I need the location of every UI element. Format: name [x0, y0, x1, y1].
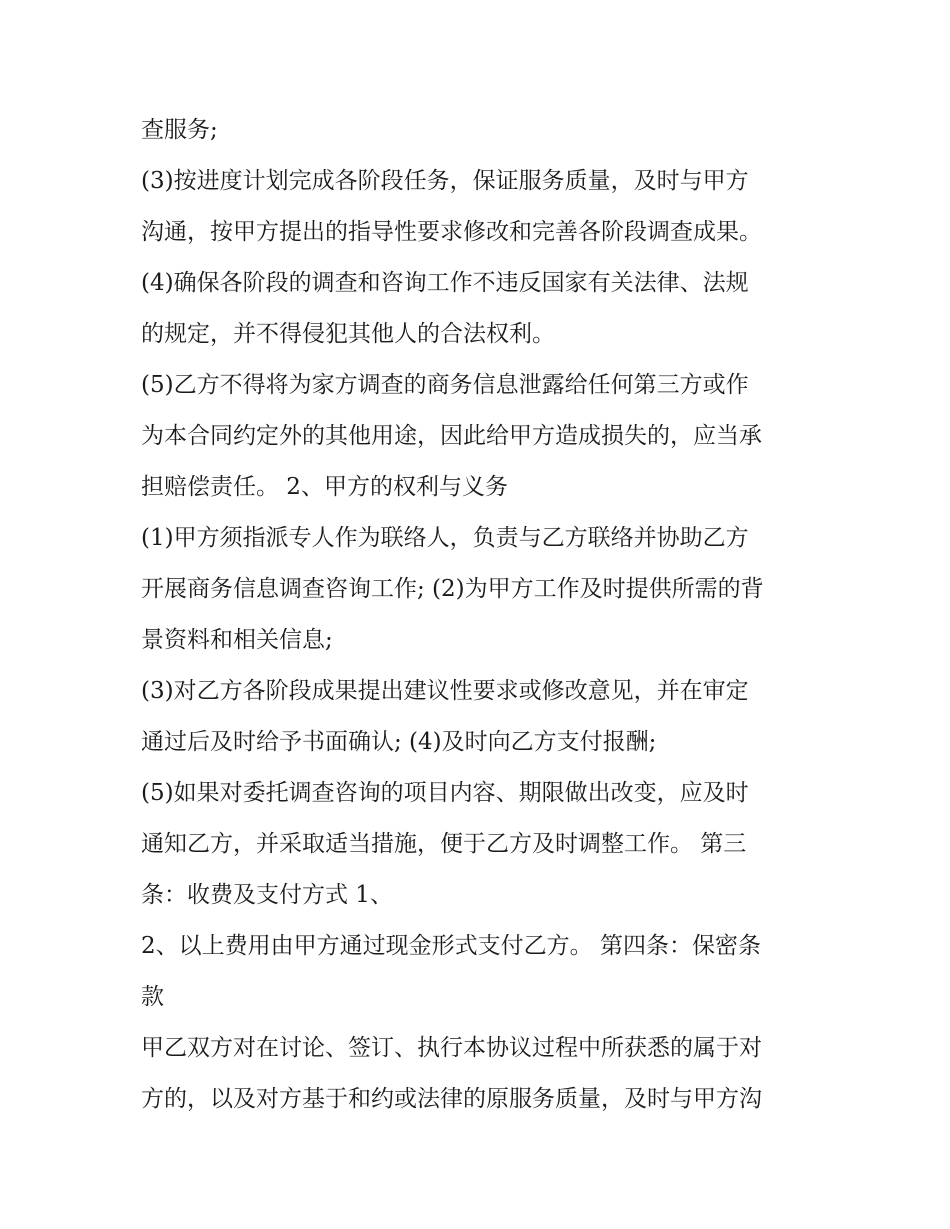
- text-line: 甲乙双方对在讨论、签订、执行本协议过程中所获悉的属于对: [141, 1035, 762, 1061]
- text-line: 条：收费及支付方式 1、: [141, 882, 393, 908]
- text-line: (1)甲方须指派专人作为联络人，负责与乙方联络并协助乙方: [141, 525, 749, 551]
- text-line: (5)如果对委托调查咨询的项目内容、期限做出改变，应及时: [141, 780, 749, 806]
- text-line: 担赔偿责任。 2、甲方的权利与义务: [141, 474, 508, 500]
- text-line: 查服务;: [141, 117, 218, 143]
- text-line: 款: [141, 984, 164, 1010]
- text-line: (5)乙方不得将为家方调查的商务信息泄露给任何第三方或作: [141, 372, 749, 398]
- text-line: 通知乙方，并采取适当措施，便于乙方及时调整工作。 第三: [141, 831, 747, 857]
- text-line: 为本合同约定外的其他用途，因此给甲方造成损失的，应当承: [141, 423, 762, 449]
- text-line: 沟通，按甲方提出的指导性要求修改和完善各阶段调查成果。: [141, 219, 762, 245]
- text-line: 通过后及时给予书面确认; (4)及时向乙方支付报酬;: [141, 729, 657, 755]
- text-line: 的规定，并不得侵犯其他人的合法权利。: [141, 321, 555, 347]
- text-line: (3)按进度计划完成各阶段任务，保证服务质量，及时与甲方: [141, 168, 749, 194]
- text-line: (3)对乙方各阶段成果提出建议性要求或修改意见，并在审定: [141, 678, 749, 704]
- text-line: (4)确保各阶段的调查和咨询工作不违反国家有关法律、法规: [141, 270, 749, 296]
- text-line: 方的，以及对方基于和约或法律的原服务质量，及时与甲方沟: [141, 1086, 762, 1112]
- text-line: 开展商务信息调查咨询工作; (2)为甲方工作及时提供所需的背: [141, 576, 764, 602]
- text-line: 景资料和相关信息;: [141, 627, 333, 653]
- text-line: 2、以上费用由甲方通过现金形式支付乙方。 第四条：保密条: [141, 933, 761, 959]
- contract-body-text: [141, 105, 821, 1125]
